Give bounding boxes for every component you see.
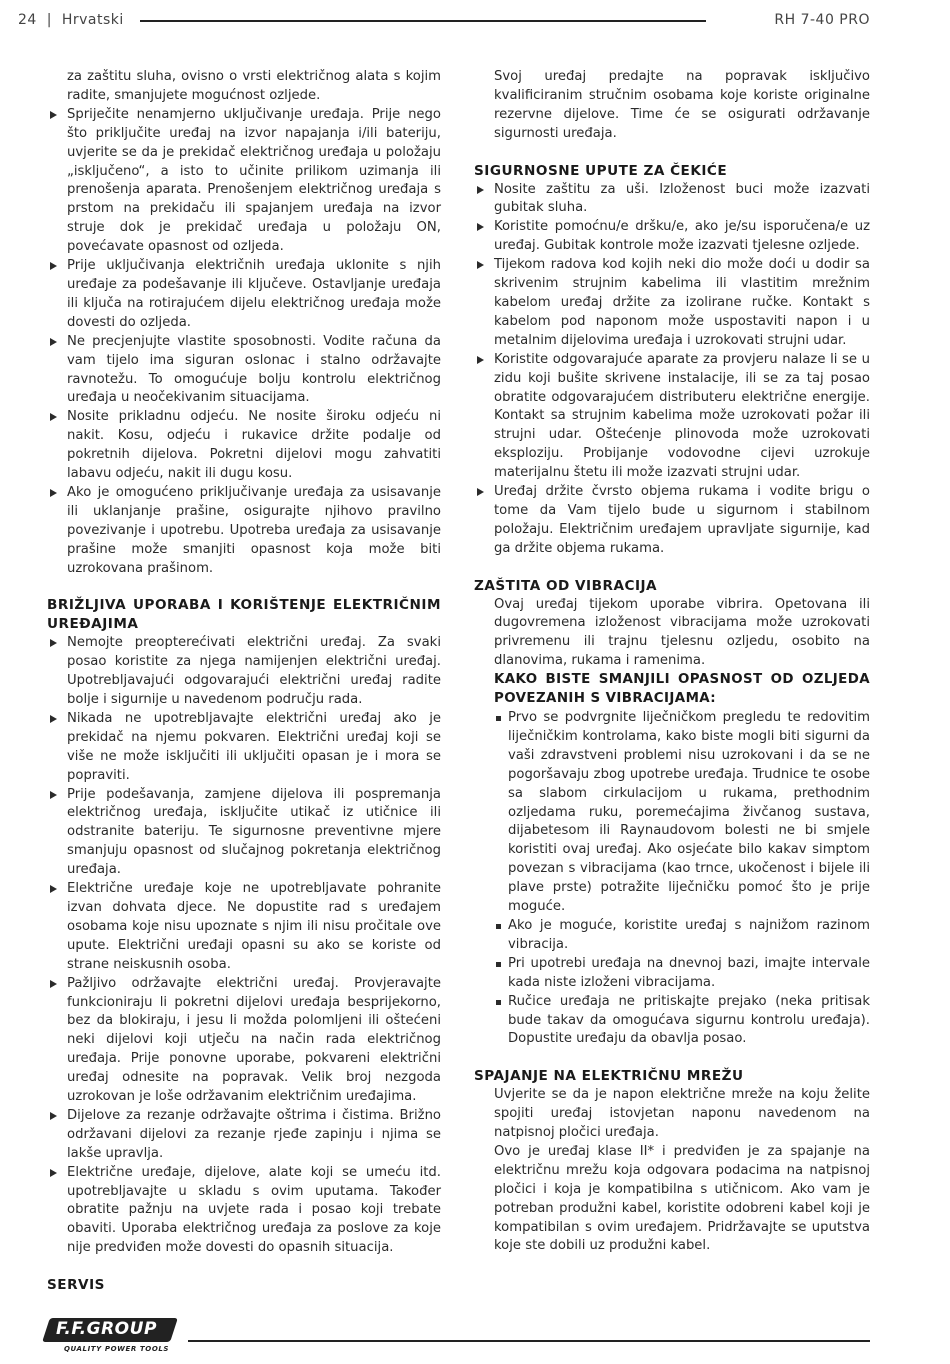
list-item: Električne uređaje, dijelove, alate koji se umeću itd. upotrebljavajte u skladu s ovim uputama. Također obratite pažnju na uvjete rada i posao koji trebate obaviti. Uporaba električnog uređaja za poslove za koje nije predviđen može dovesti do opasnih situacija.	[47, 1164, 441, 1259]
ffgroup-logo	[46, 1318, 176, 1358]
triangle-bullet-icon	[50, 715, 57, 723]
list-item: Ako je omogućeno priključivanje uređaja za usisavanje ili uklanjanje prašine, osigurajte njihovo pravilno povezivanje i upotrebu. Upotreba uređaja za usisavanje prašine može smanjiti opasnost koja može biti uzrokovana prašinom.	[47, 484, 441, 579]
list-item: Koristite odgovarajuće aparate za provjeru nalaze li se u zidu koji bušite skrivene instalacije, ili se za taj posao obratite odgovarajućem distributeru električne energije. Kontakt sa strujnim kabelima može uzrokovati požar ili strujni udar. Oštećenje plinovoda može uzrokovati eksploziju. Probijanje vodovodne cijevi uzrokuje materijalnu štetu ili može izazvati strujni udar.	[474, 351, 870, 483]
square-bullet-icon	[496, 962, 501, 967]
section-heading-power-connection: SPAJANJE NA ELEKTRIČNU MREŽU	[474, 1068, 744, 1085]
triangle-bullet-icon	[50, 413, 57, 421]
careful-use-bullet-list	[47, 634, 441, 1258]
square-bullet-icon	[496, 1000, 501, 1005]
list-item: Uređaj držite čvrsto objema rukama i vodite brigu o tome da Vam tijelo bude u sigurnom i stabilnom položaju. Električnim uređajem upravljate sigurnije, kad ga držite objema rukama.	[474, 483, 870, 559]
vibration-paragraph: Ovaj uređaj tijekom uporabe vibrira. Opetovana ili dugovremena izloženost vibracijama može uzrokovati privremenu ili trajnu tjelesnu ozljedu, osobito na dlanovima, rukama i ramenima.	[494, 596, 870, 669]
header-rule	[140, 20, 706, 22]
triangle-bullet-icon	[50, 791, 57, 799]
list-item: Ručice uređaja ne pritiskajte prejako (neka pritisak bude takav da omogućava sigurnu kontrolu uređaja). Dopustite uređaju da obavlja posao.	[494, 993, 870, 1050]
model-name: RH 7-40 PRO	[774, 12, 870, 28]
triangle-bullet-icon	[477, 223, 484, 231]
list-item: Ako je moguće, koristite uređaj s najnižom razinom vibracija.	[494, 917, 870, 955]
list-item: Dijelove za rezanje održavajte oštrima i čistima. Brižno održavani dijelovi za rezanje rjeđe zapinju i njima se lakše upravlja.	[47, 1107, 441, 1164]
left-column	[47, 68, 441, 1295]
triangle-bullet-icon	[477, 186, 484, 194]
language-label: Hrvatski	[61, 12, 124, 28]
section-heading-hammer-safety: SIGURNOSNE UPUTE ZA ČEKIĆE	[474, 162, 728, 179]
list-item: Ne precjenjujte vlastite sposobnosti. Vodite računa da vam tijelo ima siguran oslonac i stalno održavajte ravnotežu. To omogućuje bolju kontrolu električnog uređaja u neočekivanim situacijama.	[47, 333, 441, 409]
power-paragraph-2: Ovo je uređaj klase II* i predviđen je za spajanje na električnu mrežu koja odgovara podacima na natpisnoj pločici i koja je kompatibilna s utičnicom. Ako vam je potreban produžni kabel, koristite odobreni kabel koji je kompatibilan s ovim uređajem. Pridržavajte se uputstva koje ste dobili uz produžni kabel.	[494, 1143, 870, 1254]
list-item: Nosite prikladnu odjeću. Ne nosite široku odjeću ni nakit. Kosu, odjeću i rukavice držite podalje od pokretnih dijelova. Pokretni dijelovi mogu zahvatiti labavu odjeću, nakit ili dugu kosu.	[47, 408, 441, 484]
logo-wordmark: F.F.GROUP	[56, 1319, 157, 1339]
intro-paragraph: za zaštitu sluha, ovisno o vrsti električnog alata s kojim radite, smanjujete mogućnost ozljede.	[67, 69, 441, 103]
list-item: Tijekom radova kod kojih neki dio može doći u dodir sa skrivenim strujnim kabelima ili vlastitim mrežnim kabelom uređaj držite za izolirane ručke. Kontakt s kabelom pod naponom može uspostaviti napon i u metalnim dijelovima uređaja i uzrokovati strujni udar.	[474, 256, 870, 351]
triangle-bullet-icon	[477, 356, 484, 364]
logo-tagline: QUALITY POWER TOOLS	[64, 1345, 170, 1353]
list-item: Spriječite nenamjerno uključivanje uređaja. Prije nego što priključite uređaj na izvor napajanja i/ili bateriju, uvjerite se da je prekidač električnog uređaja u položaju „isključeno“, a isto to učinite prilikom uzimanja ili prenošenja aparata. Prenošenjem električnog uređaja s prstom na prekidaču ili spajanjem uređaja na izvor struje dok je prekidač uređaja u položaju ON, povećavate opasnost od ozljeda.	[47, 106, 441, 257]
vibration-bullet-list	[474, 709, 870, 1049]
triangle-bullet-icon	[50, 1112, 57, 1120]
square-bullet-icon	[496, 716, 501, 721]
section-heading-vibration: ZAŠTITA OD VIBRACIJA	[474, 577, 658, 594]
servis-paragraph: Svoj uređaj predajte na popravak isključivo kvalificiranim stručnim osobama koje koriste originalne rezervne dijelove. Time će se osigurati održavanje sigurnosti uređaja.	[494, 69, 870, 141]
triangle-bullet-icon	[50, 980, 57, 988]
list-item: Pažljivo održavajte električni uređaj. Provjeravajte funkcioniraju li pokretni dijelovi uređaja besprijekorno, bez da blokiraju, i jesu li možda polomljeni ili oštećeni neki dijelovi koji utječu na način rada električnog uređaja. Prije ponovne uporabe, pokvareni električni uređaj odnesite na popravak. Velik broj nezgoda uzrokovan je loše održavanim električnim uređajima.	[47, 975, 441, 1107]
list-item: Pri upotrebi uređaja na dnevnoj bazi, imajte intervale kada niste izloženi vibracijama.	[494, 955, 870, 993]
list-item: Nosite zaštitu za uši. Izloženost buci može izazvati gubitak sluha.	[474, 181, 870, 219]
section-heading-servis: SERVIS	[47, 1277, 105, 1294]
list-item: Nikada ne upotrebljavajte električni uređaj ako je prekidač na njemu pokvaren. Električni uređaj koji se više ne može isključiti ili uključiti opasan je i mora se popraviti.	[47, 710, 441, 786]
list-item: Koristite pomoćnu/e dršku/e, ako je/su isporučena/e uz uređaj. Gubitak kontrole može izazvati tjelesne ozljede.	[474, 218, 870, 256]
right-column	[474, 68, 870, 1256]
triangle-bullet-icon	[477, 488, 484, 496]
list-item: Prije podešavanja, zamjene dijelova ili pospremanja električnog uređaja, isključite utikač iz utičnice ili odstranite bateriju. Te sigurnosne preventivne mjere smanjuju opasnost od slučajnog pokretanja električnog uređaja.	[47, 786, 441, 881]
square-bullet-icon	[496, 924, 501, 929]
section-heading-careful-use: BRIŽLJIVA UPORABA I KORIŠTENJE ELEKTRIČNIM UREĐAJIMA	[47, 597, 441, 633]
vibration-subheading: KAKO BISTE SMANJILI OPASNOST OD OZLJEDA POVEZANIH S VIBRACIJAMA:	[494, 672, 870, 707]
triangle-bullet-icon	[50, 338, 57, 346]
list-item: Električne uređaje koje ne upotrebljavate pohranite izvan dohvata djece. Ne dopustite rad s uređajem osobama koje nisu upoznate s njim ili nisu pročitale ove upute. Električni uređaji opasni su ako se koriste od strane neiskusnih osoba.	[47, 880, 441, 975]
list-item: Prije uključivanja električnih uređaja uklonite s njih uređaje za podešavanje ili ključeve. Ostavljanje uređaja ili ključa na rotirajućem dijelu električnog uređaja može dovesti do ozljeda.	[47, 257, 441, 333]
list-item: Prvo se podvrgnite liječničkom pregledu te redovitim liječničkim kontrolama, kako biste mogli biti sigurni da vaši zdravstveni problemi nisu uzrokovani i da se ne pogoršavaju zbog upotrebe uređaja. Trudnice te osobe sa slabom cirkulacijom u rukama, prethodnim ozljedama ruku, poremećajima živčanog sustava, dijabetesom ili Raynaudovom bolesti ne bi smjele koristiti ovaj uređaj. Ako osjećate bilo kakav simptom povezan s vibracijama (kao trnce, ukočenost i bijele ili plave prste) potražite liječničku pomoć što je prije moguće.	[494, 709, 870, 917]
power-paragraph-1: Uvjerite se da je napon električne mreže na koju želite spojiti uređaj istovjetan naponu navedenom na natpisnoj pločici uređaja.	[494, 1087, 870, 1141]
safety-bullet-list	[47, 106, 441, 579]
page-header	[0, 12, 950, 34]
footer-rule	[188, 1340, 870, 1342]
triangle-bullet-icon	[50, 885, 57, 893]
triangle-bullet-icon	[50, 489, 57, 497]
triangle-bullet-icon	[50, 262, 57, 270]
page-number-and-language	[18, 12, 124, 28]
triangle-bullet-icon	[50, 1169, 57, 1177]
triangle-bullet-icon	[50, 111, 57, 119]
page-number: 24	[18, 12, 37, 28]
list-item: Nemojte preopterećivati električni uređaj. Za svaki posao koristite za njega namijenjen električni uređaj. Upotrebljavajući odgovarajući električni uređaj radite bolje i sigurnije u navedenom području rada.	[47, 634, 441, 710]
triangle-bullet-icon	[50, 639, 57, 647]
header-separator: |	[46, 12, 52, 28]
triangle-bullet-icon	[477, 261, 484, 269]
hammer-safety-bullet-list	[474, 181, 870, 559]
